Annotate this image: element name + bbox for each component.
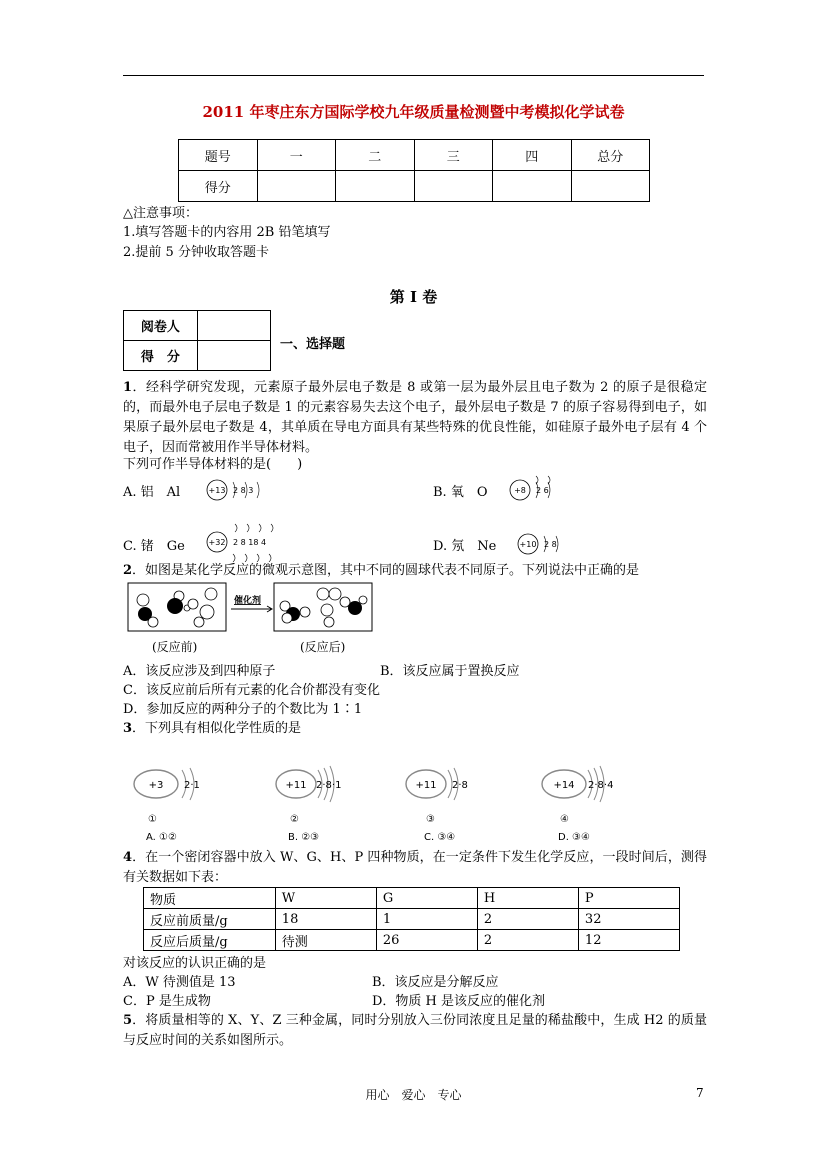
question-text: ．下列具有相似化学性质的是 [132, 721, 302, 736]
nucleus-label: +11 [415, 780, 437, 791]
nucleus-label: +13 [208, 486, 226, 495]
question-3 [123, 719, 301, 738]
table-cell: 12 [578, 930, 679, 951]
option-d: D. 氖 Ne [433, 539, 497, 554]
grader-label: 得 分 [124, 341, 198, 371]
before-label: (反应前) [152, 640, 198, 654]
question-prompt: 下列可作半导体材料的是( ) [123, 457, 303, 472]
atom-4 [542, 766, 613, 843]
data-table [143, 887, 680, 951]
catalyst-label: 催化剂 [234, 596, 262, 606]
score-cell [336, 171, 415, 202]
table-cell: 2 [477, 930, 578, 951]
atom-diagram-al [203, 470, 293, 510]
option-c: C．该反应前后所有元素的化合价都没有变化 [123, 683, 380, 698]
shell-label: 2·8·1 [316, 780, 342, 791]
table-cell: 待测 [275, 930, 376, 951]
option-c: C. 锗 Ge [123, 539, 185, 554]
question-5 [123, 1011, 707, 1051]
score-header: 四 [493, 140, 572, 171]
score-cell [257, 171, 336, 202]
score-cell [571, 171, 650, 202]
question-number: 1 [123, 380, 133, 395]
grader-cell [197, 311, 270, 341]
score-header: 三 [414, 140, 493, 171]
volume-title: 第 I 卷 [389, 288, 438, 306]
option-a: A．该反应涉及到四种原子 [123, 664, 276, 679]
table-header: P [578, 888, 679, 909]
section-title: 一、选择题 [280, 337, 346, 352]
notes-heading: △注意事项： [123, 206, 198, 221]
question-1 [123, 378, 707, 458]
atom-index: ④ [560, 814, 569, 825]
score-header: 总分 [571, 140, 650, 171]
atom-index: ② [290, 814, 299, 825]
atom-index: ③ [426, 814, 435, 825]
question-number: 3 [123, 721, 133, 736]
header-rule [123, 75, 704, 76]
question-4 [123, 848, 707, 888]
option-a: A. 铝 Al [123, 485, 181, 500]
nucleus-label: +10 [519, 540, 537, 549]
option-a: A. ①② [146, 832, 177, 843]
table-cell: 反应后质量/g [144, 930, 276, 951]
question-number: 5 [123, 1013, 133, 1028]
shell-label: 2 8 3 [233, 486, 254, 495]
nucleus-label: +32 [208, 538, 226, 547]
option-d: D. ③④ [558, 832, 590, 843]
page-number: 7 [696, 1086, 704, 1100]
option-d: D．物质 H 是该反应的催化剂 [372, 994, 546, 1009]
exam-title: 2011 年枣庄东方国际学校九年级质量检测暨中考模拟化学试卷 [202, 103, 625, 121]
atom-2 [276, 766, 341, 843]
question-prompt: 对该反应的认识正确的是 [123, 956, 267, 971]
atom-diagram-o [506, 470, 576, 510]
question-text: ．如图是某化学反应的微观示意图，其中不同的圆球代表不同原子。下列说法中正确的是 [132, 563, 640, 578]
shell-label: 2 8 [544, 540, 557, 549]
atom-diagram-set [120, 762, 640, 844]
atom-3 [406, 768, 468, 843]
table-header: H [477, 888, 578, 909]
table-cell: 26 [376, 930, 477, 951]
table-header: W [275, 888, 376, 909]
grader-cell [197, 341, 270, 371]
option-b: B．该反应是分解反应 [372, 975, 499, 990]
shell-label: 2 8 18 4 [233, 538, 267, 547]
table-cell: 18 [275, 909, 376, 930]
table-header: G [376, 888, 477, 909]
option-a: A．W 待测值是 13 [123, 975, 236, 990]
nucleus-label: +3 [148, 780, 164, 791]
score-cell [414, 171, 493, 202]
score-cell [493, 171, 572, 202]
table-cell: 2 [477, 909, 578, 930]
question-2 [123, 561, 639, 580]
option-b: B. ②③ [288, 832, 320, 843]
atom-index: ① [148, 814, 157, 825]
option-c: C．P 是生成物 [123, 994, 211, 1009]
note-item: 2.提前 5 分钟收取答题卡 [123, 245, 269, 260]
question-text: ．经科学研究发现，元素原子最外层电子数是 8 或第一层为最外层且电子数为 2 的原子是很稳定的，而最外电子层电子数是 1 的元素容易失去这个电子，最外层电子数是 7 的原子容易得到电子，如果原子最外层电子数是 4，其单质在导电方面具有某些特殊的优良性能，如硅原子最外电子层有 4 个电子，因而常被用作半导体材料。 [123, 380, 707, 455]
nucleus-label: +14 [553, 780, 575, 791]
question-number: 2 [123, 563, 133, 578]
table-row [144, 909, 680, 930]
nucleus-label: +11 [285, 780, 307, 791]
shell-label: 2·8 [452, 780, 468, 791]
question-number: 4 [123, 850, 133, 865]
score-row-label: 得分 [179, 171, 258, 202]
option-b: B. 氧 O [433, 485, 488, 500]
after-label: (反应后) [300, 640, 346, 654]
nucleus-label: +8 [514, 486, 526, 495]
option-d: D．参加反应的两种分子的个数比为 1∶1 [123, 702, 363, 717]
table-cell: 1 [376, 909, 477, 930]
reaction-diagram [127, 582, 377, 634]
question-text: ．将质量相等的 X、Y、Z 三种金属，同时分别放入三份同浓度且足量的稀盐酸中，生成 H2 的质量与反应时间的关系如图所示。 [123, 1013, 707, 1048]
atom-1 [134, 768, 200, 843]
question-text: ．在一个密闭容器中放入 W、G、H、P 四种物质，在一定条件下发生化学反应，一段时间后，测得有关数据如下表： [123, 850, 707, 885]
table-header: 物质 [144, 888, 276, 909]
grader-table [123, 310, 271, 371]
note-item: 1.填写答题卡的内容用 2B 铅笔填写 [123, 225, 331, 240]
score-table [178, 139, 650, 202]
table-cell: 32 [578, 909, 679, 930]
shell-label: 2 6 [536, 486, 549, 495]
atom-diagram-ne [514, 524, 584, 564]
option-b: B．该反应属于置换反应 [380, 664, 520, 679]
grader-label: 阅卷人 [124, 311, 198, 341]
shell-label: 2·1 [184, 780, 200, 791]
shell-label: 2·8·4 [588, 780, 614, 791]
table-row [144, 930, 680, 951]
table-cell: 反应前质量/g [144, 909, 276, 930]
score-header: 二 [336, 140, 415, 171]
score-header: 题号 [179, 140, 258, 171]
option-c: C. ③④ [424, 832, 456, 843]
footer-text: 用心 爱心 专心 [365, 1088, 462, 1102]
atom-diagram-ge [203, 522, 293, 562]
score-header: 一 [257, 140, 336, 171]
